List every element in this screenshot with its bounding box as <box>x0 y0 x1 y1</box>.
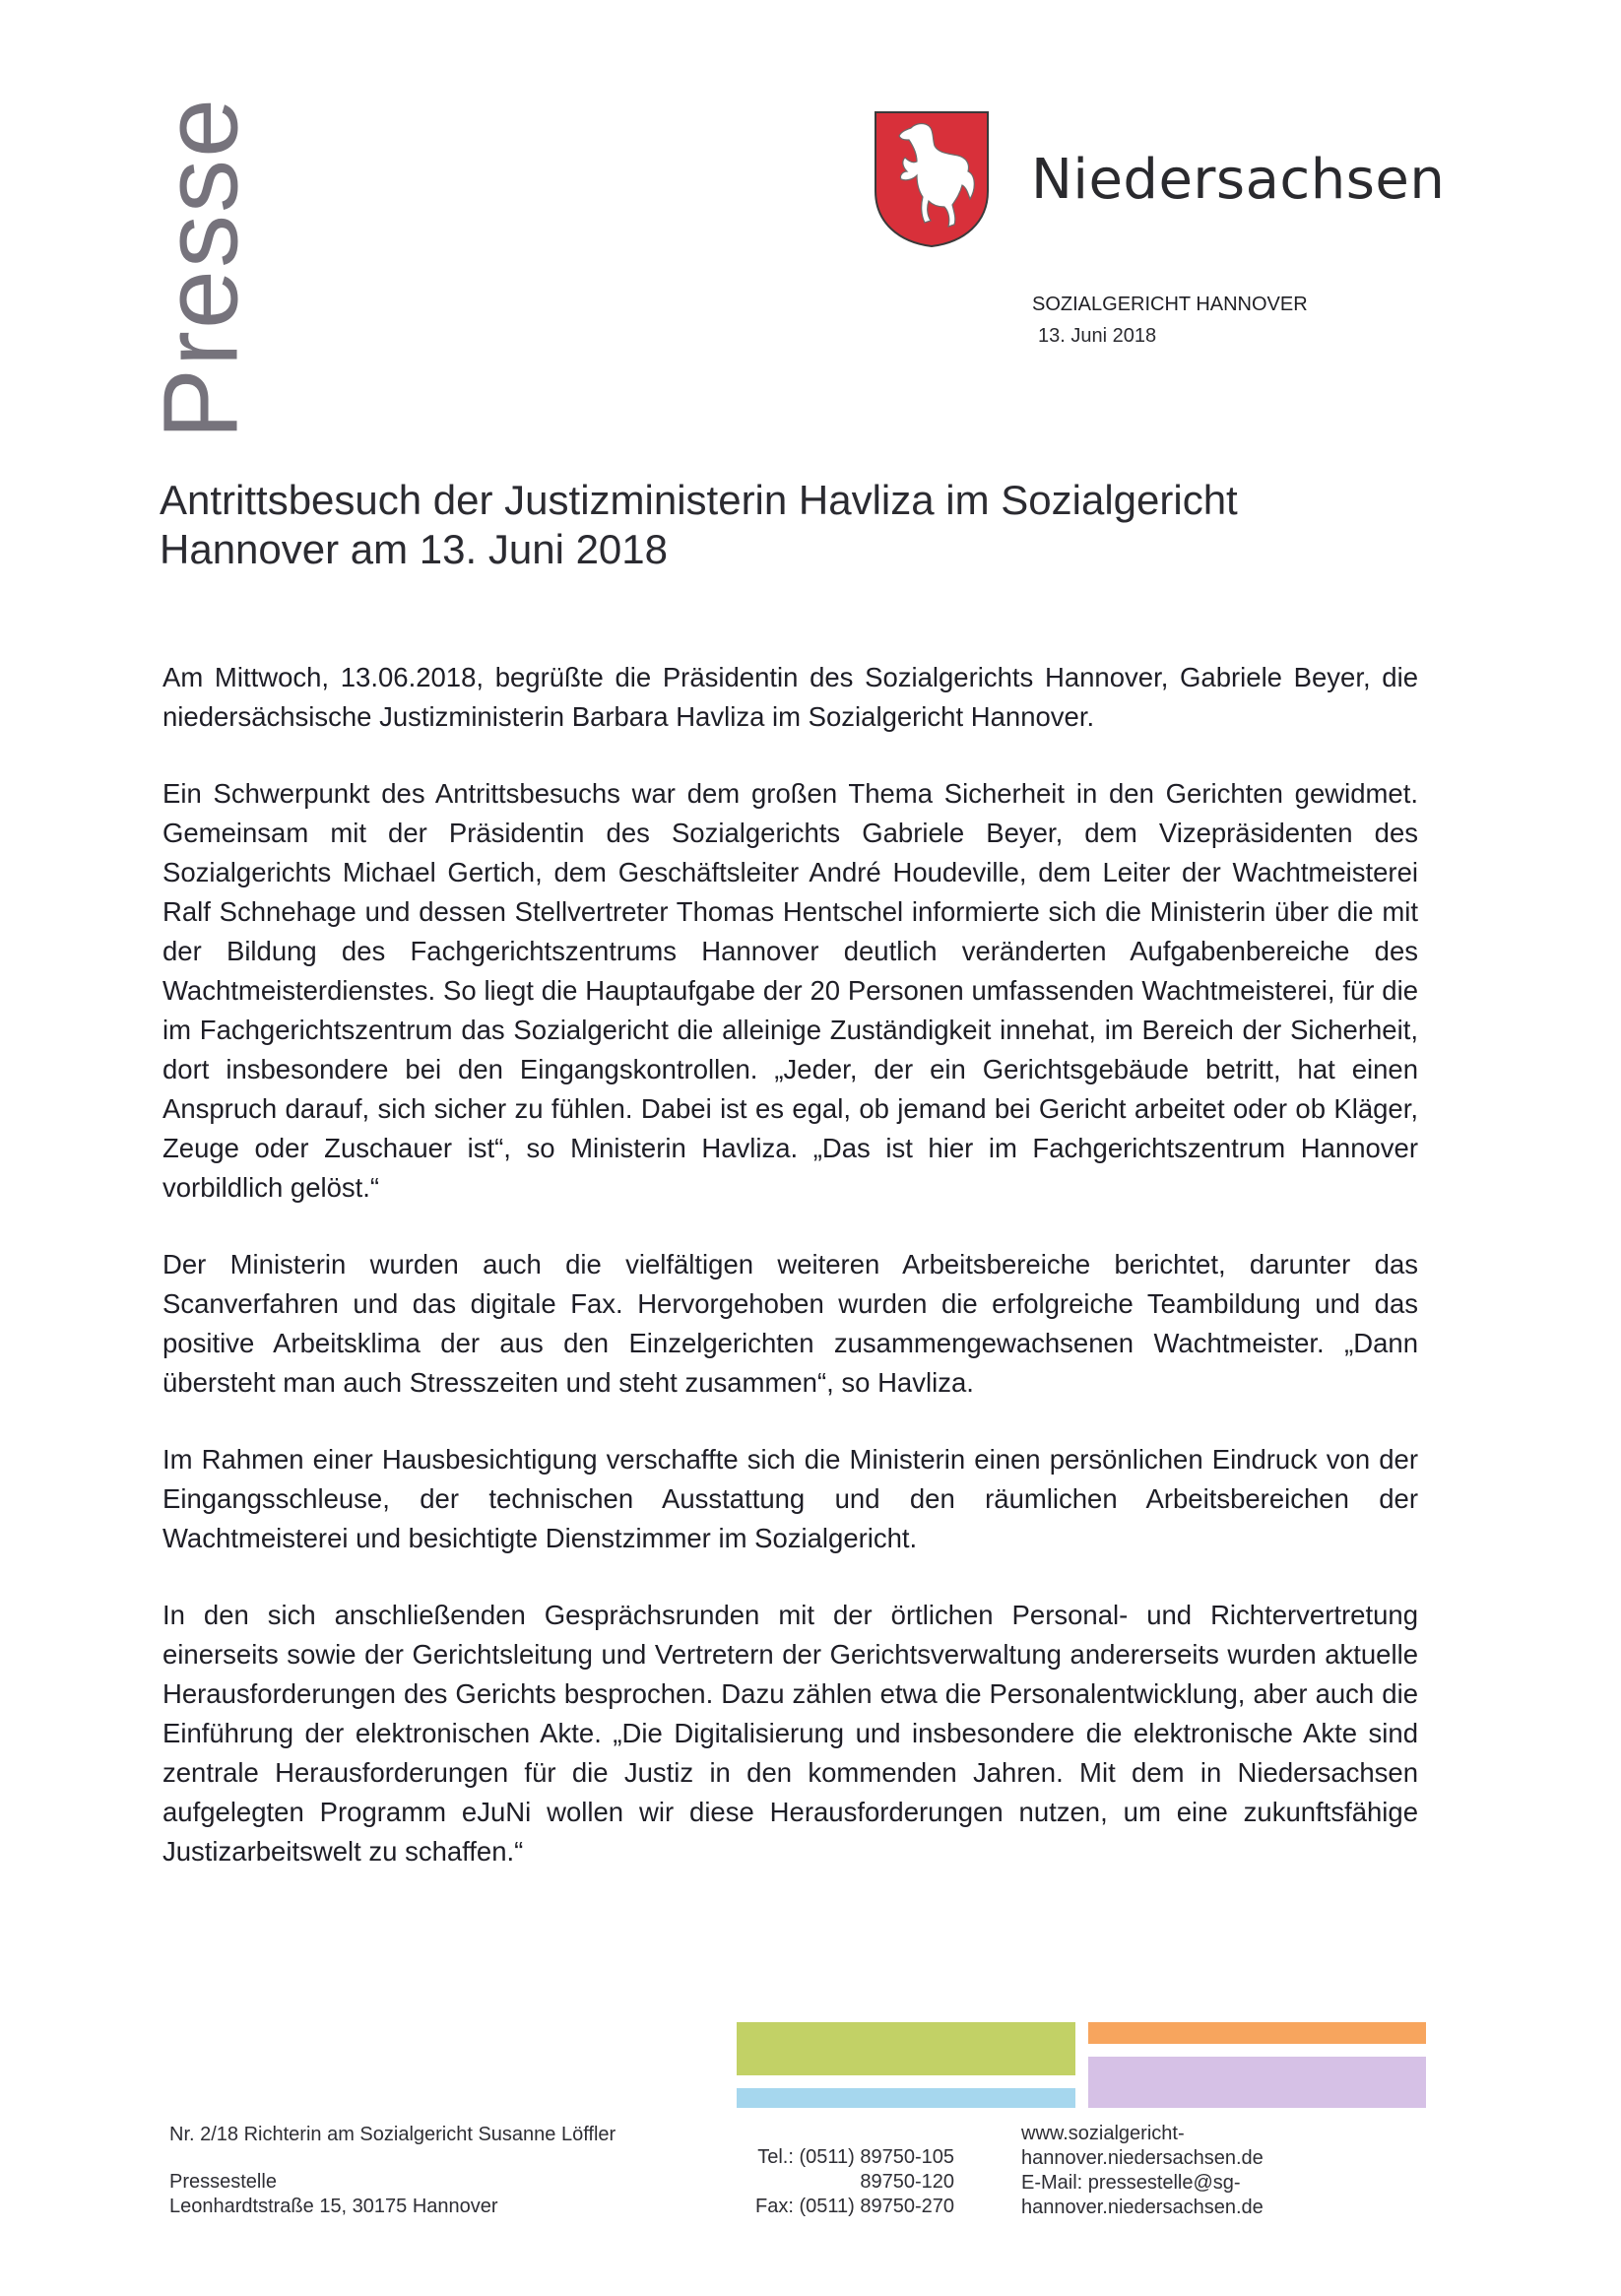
email-link-cont[interactable]: hannover.niedersachsen.de <box>1021 2197 1264 2218</box>
phone-number: Tel.: (0511) 89750-105 <box>757 2146 954 2168</box>
title-line-1: Antrittsbesuch der Justizministerin Havliza im Sozialgericht <box>160 477 1238 523</box>
stripe-violet <box>1088 2057 1426 2108</box>
paragraph: In den sich anschließenden Gesprächsrunden mit der örtlichen Personal- und Richtervertretung einerseits sowie der Gerichtsleitung und Vertretern der Gerichtsverwaltung andererseits wurden aktuelle Herausforderungen des Gerichts besprochen. Dazu zählen etwa die Personalentwicklung, aber auch die Einführung der elektronischen Akte. „Die Digitalisierung und insbesondere die elektronische Akte sind zentrale Herausforderungen für die Justiz in den kommenden Jahren. Mit dem in Niedersachsen aufgelegten Programm eJuNi wollen wir diese Herausforderungen nutzen, um eine zukunftsfähige Justizarbeitswelt zu schaffen.“ <box>162 1600 1418 1867</box>
paragraph: Ein Schwerpunkt des Antrittsbesuchs war dem großen Thema Sicherheit in den Gerichten gewidmet. Gemeinsam mit der Präsidentin des Sozialgerichts Gabriele Beyer, dem Vizepräsidenten des Sozialgerichts Michael Gertich, dem Geschäftsleiter André Houdeville, dem Leiter der Wachtmeisterei Ralf Schnehage und dessen Stellvertreter Thomas Hentschel informierte sich die Ministerin über die mit der Bildung des Fachgerichtszentrums Hannover deutlich veränderten Aufgabenbereiche des Wachtmeisterdienstes. So liegt die Hauptaufgabe der 20 Personen umfassenden Wachtmeisterei, für die im Fachgerichtszentrum das Sozialgericht die alleinige Zuständigkeit innehat, im Bereich der Sicherheit, dort insbesondere bei den Eingangskontrollen. „Jeder, der ein Gerichtsgebäude betritt, hat einen Anspruch darauf, sich sicher zu fühlen. Dabei ist es egal, ob jemand bei Gericht arbeitet oder ob Kläger, Zeuge oder Zuschauer ist“, so Ministerin Havliza. „Das ist hier im Fachgerichtszentrum Hannover vorbildlich gelöst.“ <box>162 778 1418 1203</box>
fax-number: Fax: (0511) 89750-270 <box>755 2196 954 2217</box>
article-body <box>162 658 1418 1909</box>
brand-name: Niedersachsen <box>1031 148 1446 212</box>
paragraph: Im Rahmen einer Hausbesichtigung verschaffte sich die Ministerin einen persönlichen Eindruck von der Eingangsschleuse, der technischen Ausstattung und den räumlichen Arbeitsbereichen der Wachtmeisterei und besichtigte Dienstzimmer im Sozialgericht. <box>162 1444 1418 1553</box>
footer-address <box>169 2170 498 2219</box>
court-name: SOZIALGERICHT HANNOVER <box>1032 294 1308 315</box>
street-address: Leonhardtstraße 15, 30175 Hannover <box>169 2196 498 2217</box>
footer-phone <box>744 2145 954 2219</box>
stripe-blue <box>737 2088 1075 2108</box>
stripe-green <box>737 2022 1075 2075</box>
release-number: Nr. 2/18 Richterin am Sozialgericht Susanne Löffler <box>169 2124 616 2145</box>
paragraph: Am Mittwoch, 13.06.2018, begrüßte die Präsidentin des Sozialgerichts Hannover, Gabriele Beyer, die niedersächsische Justizministerin Barbara Havliza im Sozialgericht Hannover. <box>162 662 1418 732</box>
website-link[interactable]: www.sozialgericht- <box>1021 2123 1185 2144</box>
email-link[interactable]: E-Mail: pressestelle@sg- <box>1021 2172 1241 2194</box>
press-office: Pressestelle <box>169 2171 277 2193</box>
title-line-2: Hannover am 13. Juni 2018 <box>160 526 668 572</box>
side-label-text: Presse <box>140 96 260 440</box>
footer-author <box>169 2123 616 2147</box>
side-label-presse <box>140 91 260 445</box>
footer-contact <box>1021 2122 1264 2220</box>
page-title <box>160 476 1322 574</box>
release-date: 13. Juni 2018 <box>1038 325 1157 347</box>
website-link-cont[interactable]: hannover.niedersachsen.de <box>1021 2147 1264 2169</box>
stripe-orange <box>1088 2022 1426 2044</box>
paragraph: Der Ministerin wurden auch die vielfältigen weiteren Arbeitsbereiche berichtet, darunter das Scanverfahren und das digitale Fax. Hervorgehoben wurden die erfolgreiche Teambildung und das positive Arbeitsklima der aus den Einzelgerichten zusammengewachsenen Wachtmeister. „Dann übersteht man auch Stresszeiten und steht zusammen“, so Havliza. <box>162 1249 1418 1398</box>
niedersachsen-crest-logo <box>874 110 990 248</box>
phone-number-2: 89750-120 <box>860 2171 954 2193</box>
